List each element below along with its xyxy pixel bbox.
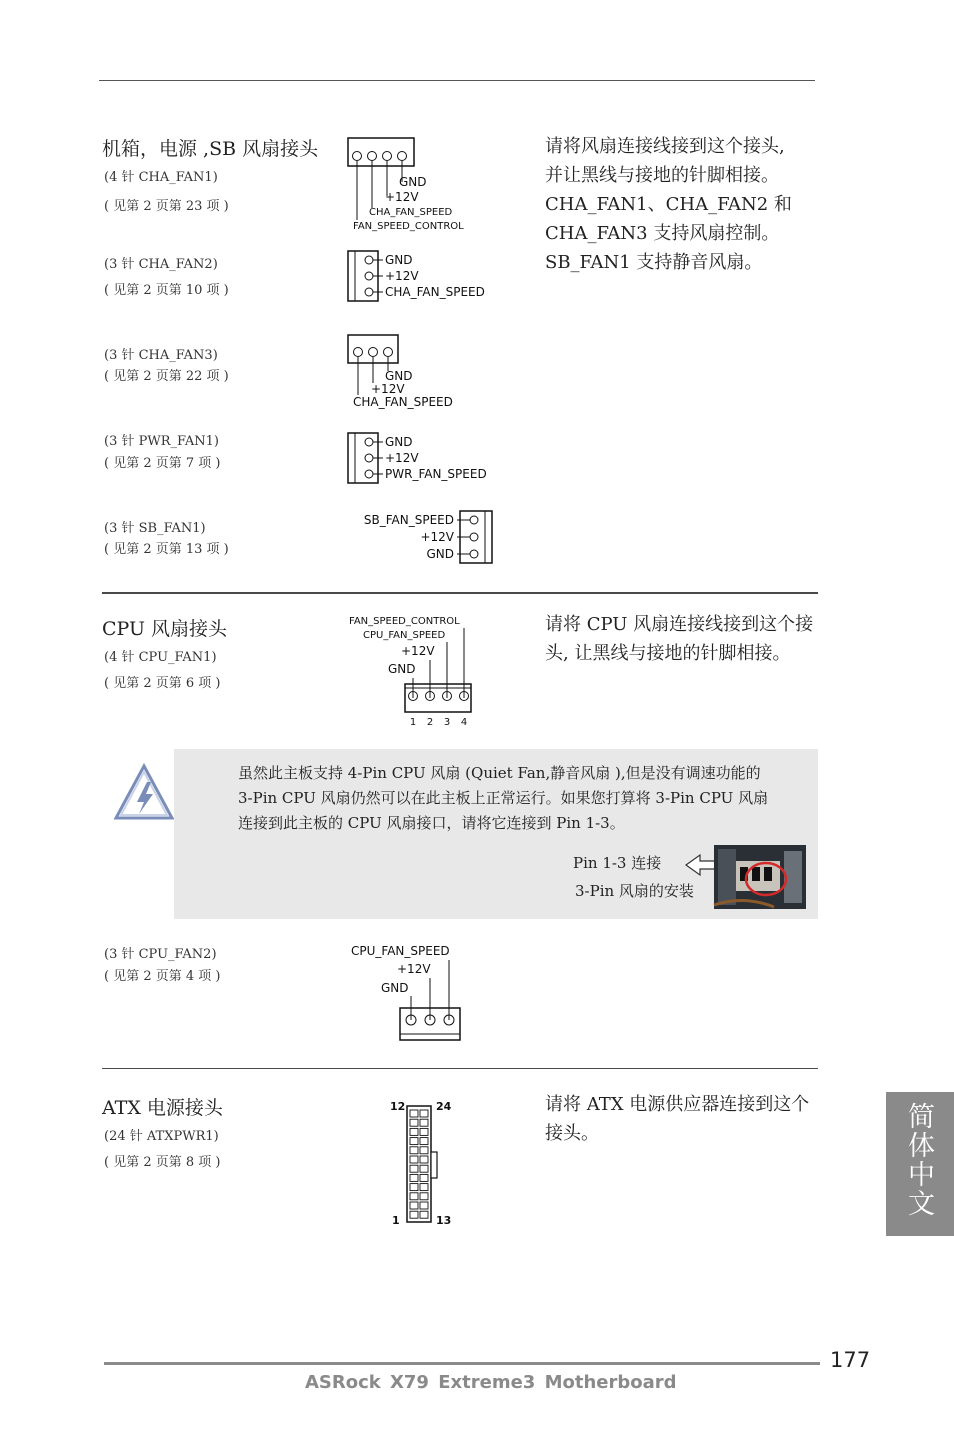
atx-power-description	[545, 1090, 825, 1148]
desc-line: 接头。	[545, 1123, 599, 1144]
desc-line: 请将风扇连接线接到这个接头,	[545, 136, 785, 157]
pin-number: 2	[426, 717, 434, 728]
cpu-fan1-pins: (4 针 CPU_FAN1)	[104, 650, 217, 665]
cha-fan1-ref: ( 见第 2 页第 23 项 )	[104, 199, 229, 214]
note-caption-1: Pin 1-3 连接	[573, 854, 662, 872]
cha-fan3-ref: ( 见第 2 页第 22 项 )	[104, 369, 229, 384]
pin-number: 3	[443, 717, 451, 728]
cpu-fan1-ref: ( 见第 2 页第 6 项 )	[104, 676, 221, 691]
section-rule	[102, 592, 818, 594]
desc-line: 头, 让黑线与接地的针脚相接。	[545, 643, 791, 664]
note-line: 虽然此主板支持 4-Pin CPU 风扇 (Quiet Fan,静音风扇 ),但是没有调速功能的	[238, 764, 761, 782]
desc-line: 请将 CPU 风扇连接线接到这个接	[545, 614, 814, 635]
cpu-fan-speed-label: CPU_FAN_SPEED	[363, 630, 446, 641]
cpu-fan-title: CPU 风扇接头	[102, 618, 228, 640]
12v-label: +12V	[371, 382, 405, 396]
pin-label-1: 1	[392, 1214, 400, 1227]
chassis-fan-title: 机箱，电源 ,SB 风扇接头	[102, 138, 319, 160]
desc-line: CHA_FAN1、CHA_FAN2 和	[545, 194, 792, 215]
12v-label: +12V	[397, 962, 431, 976]
cha-fan-speed-label: CHA_FAN_SPEED	[385, 285, 485, 299]
note-line: 连接到此主板的 CPU 风扇接口，请将它连接到 Pin 1-3。	[238, 814, 625, 832]
footer-title: ASRock X79 Extreme3 Motherboard	[305, 1372, 677, 1393]
section-rule	[102, 1068, 818, 1069]
language-tab-label: 简体中文	[903, 1102, 934, 1218]
cha-fan2-pins: (3 针 CHA_FAN2)	[104, 257, 218, 272]
pwr-fan1-ref: ( 见第 2 页第 7 项 )	[104, 456, 221, 471]
language-tab	[886, 1092, 954, 1236]
fan-speed-control-label: FAN_SPEED_CONTROL	[353, 221, 464, 232]
gnd-label: GND	[385, 369, 413, 383]
cpu-fan2-ref: ( 见第 2 页第 4 项 )	[104, 969, 221, 984]
12v-label: +12V	[385, 190, 419, 204]
pwr-fan1-diagram	[345, 430, 505, 486]
cpu-fan-description	[545, 610, 825, 668]
desc-line: 并让黑线与接地的针脚相接。	[545, 165, 779, 186]
gnd-label: GND	[381, 981, 409, 995]
pwr-fan1-pins: (3 针 PWR_FAN1)	[104, 434, 220, 449]
note-text	[238, 761, 822, 836]
cpu-fan2-pins: (3 针 CPU_FAN2)	[104, 947, 217, 962]
pin-number: 1	[409, 717, 417, 728]
cha-fan-speed-label: CHA_FAN_SPEED	[353, 395, 453, 409]
pin-label-13: 13	[436, 1214, 452, 1227]
sb-fan-speed-label: SB_FAN_SPEED	[363, 513, 454, 527]
cha-fan3-diagram	[345, 333, 485, 413]
desc-line: SB_FAN1 支持静音风扇。	[545, 252, 763, 273]
12v-label: +12V	[385, 451, 419, 465]
cha-fan2-ref: ( 见第 2 页第 10 项 )	[104, 283, 229, 298]
warning-icon	[113, 762, 175, 822]
12v-label: +12V	[420, 530, 454, 544]
desc-line: CHA_FAN3 支持风扇控制。	[545, 223, 780, 244]
note-caption-2: 3-Pin 风扇的安装	[575, 882, 694, 900]
note-line: 3-Pin CPU 风扇仍然可以在此主板上正常运行。如果您打算将 3-Pin CPU 风扇	[238, 789, 769, 807]
fan-speed-control-label: FAN_SPEED_CONTROL	[349, 616, 460, 627]
atx-power-title: ATX 电源接头	[102, 1097, 223, 1119]
sb-fan1-ref: ( 见第 2 页第 13 项 )	[104, 542, 229, 557]
chassis-fan-description	[545, 132, 825, 277]
atx-power-ref: ( 见第 2 页第 8 项 )	[104, 1155, 221, 1170]
footer-rule	[104, 1362, 820, 1365]
pin-number: 4	[460, 717, 468, 728]
cha-fan3-pins: (3 针 CHA_FAN3)	[104, 348, 218, 363]
top-rule	[99, 80, 815, 81]
cpu-fan2-diagram	[348, 942, 468, 1046]
sb-fan1-diagram	[345, 508, 497, 566]
gnd-label: GND	[426, 547, 454, 561]
atx-power-diagram	[388, 1098, 468, 1230]
cha-fan1-diagram	[345, 136, 495, 236]
gnd-label: GND	[385, 435, 413, 449]
12v-label: +12V	[401, 644, 435, 658]
cha-fan1-pins: (4 针 CHA_FAN1)	[104, 170, 218, 185]
desc-line: 请将 ATX 电源供应器连接到这个	[545, 1094, 810, 1115]
cha-fan2-diagram	[345, 248, 505, 304]
12v-label: +12V	[385, 269, 419, 283]
gnd-label: GND	[385, 253, 413, 267]
pwr-fan-speed-label: PWR_FAN_SPEED	[385, 467, 487, 481]
sb-fan1-pins: (3 针 SB_FAN1)	[104, 521, 206, 536]
note-box	[174, 749, 818, 919]
atx-power-pins: (24 针 ATXPWR1)	[104, 1129, 219, 1144]
pin-label-24: 24	[436, 1100, 452, 1113]
fan-connector-photo	[714, 845, 806, 909]
pin-label-12: 12	[390, 1100, 406, 1113]
cpu-fan1-diagram	[345, 612, 485, 730]
page-number: 177	[830, 1348, 871, 1372]
gnd-label: GND	[388, 662, 416, 676]
cpu-fan-speed-label: CPU_FAN_SPEED	[351, 944, 450, 958]
gnd-label: GND	[399, 175, 427, 189]
cha-fan-speed-label: CHA_FAN_SPEED	[369, 207, 453, 218]
